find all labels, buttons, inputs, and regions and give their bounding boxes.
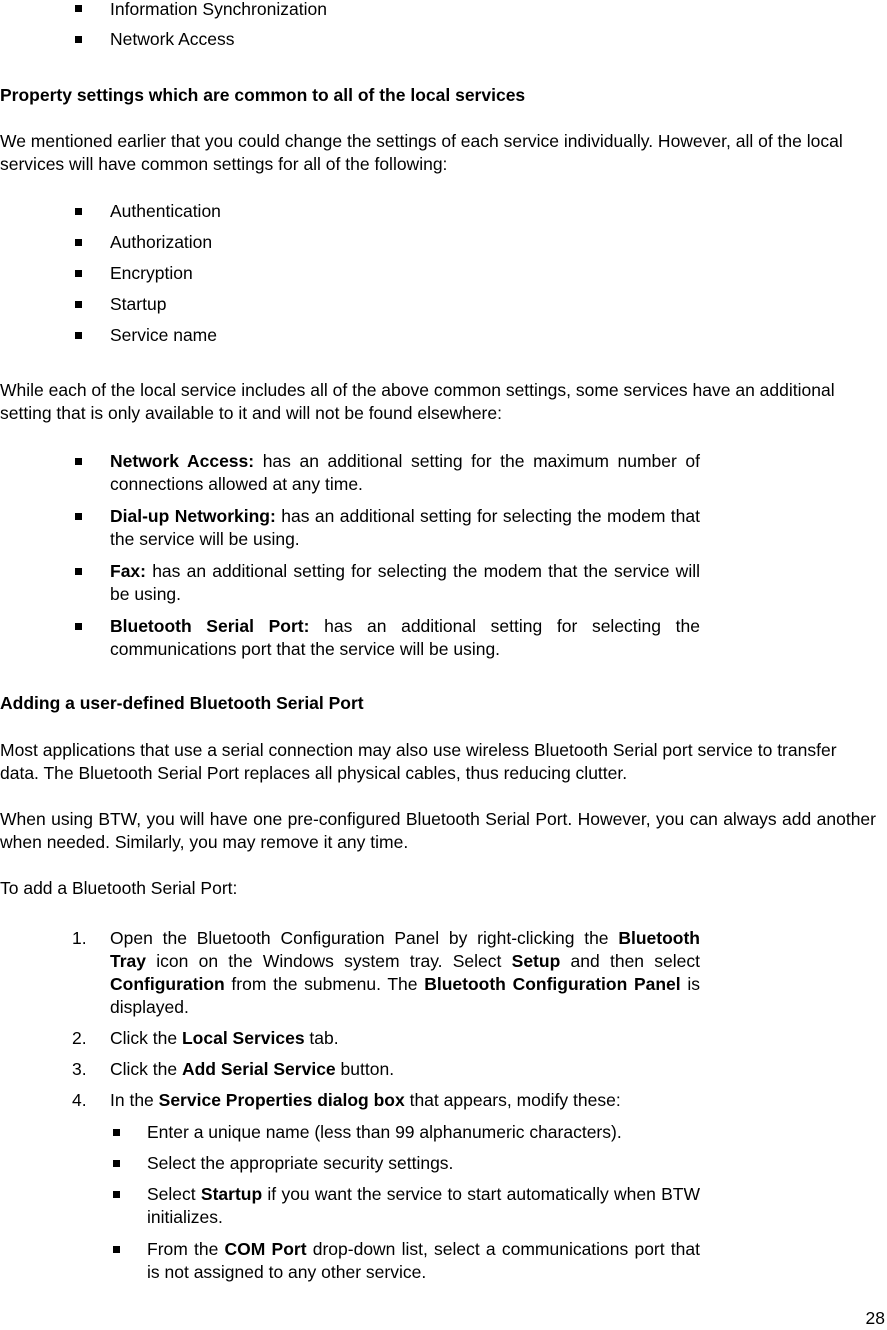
step-bold: Local Services xyxy=(181,1028,305,1048)
sub-text: if you want the service to start automatically when BTW initializes. xyxy=(147,1184,700,1227)
step-text: In the xyxy=(110,1090,159,1110)
item-label: Dial-up Networking: xyxy=(110,506,276,526)
list-item xyxy=(110,450,700,496)
item-label: Fax: xyxy=(110,561,146,581)
bullet-icon xyxy=(75,208,82,215)
sub-text: From the xyxy=(147,1239,225,1259)
bullet-icon xyxy=(113,1246,120,1253)
bullet-icon xyxy=(75,332,82,339)
section-heading: Property settings which are common to all of the local services xyxy=(0,85,526,105)
paragraph: We mentioned earlier that you could change the settings of each service individually. However, all of the local services will have common settings for all of the following: xyxy=(0,131,843,174)
page-number: 28 xyxy=(865,1308,885,1328)
bullet-icon xyxy=(113,1160,120,1167)
sub-list-item xyxy=(147,1183,700,1229)
sub-list-item xyxy=(147,1238,700,1284)
list-item: Network Access xyxy=(110,29,235,49)
bullet-icon xyxy=(75,513,82,520)
step-bold: Setup xyxy=(511,951,561,971)
step-text: from the submenu. The xyxy=(224,974,425,994)
step-text: that appears, modify these: xyxy=(404,1090,621,1110)
list-item xyxy=(110,560,700,606)
step-text: is displayed. xyxy=(110,974,700,1017)
bullet-icon xyxy=(113,1129,120,1136)
list-item xyxy=(110,615,700,661)
bullet-icon xyxy=(75,239,82,246)
step-text: tab. xyxy=(304,1028,339,1048)
list-item xyxy=(110,505,700,551)
item-label: Network Access: xyxy=(110,451,255,471)
list-item: Information Synchronization xyxy=(110,0,327,19)
step-text: Open the Bluetooth Configuration Panel by right-clicking the xyxy=(110,928,619,948)
bullet-icon xyxy=(75,623,82,630)
list-item: Service name xyxy=(110,325,217,345)
paragraph: When using BTW, you will have one pre-configured Bluetooth Serial Port. However, you can always add another when needed. Similarly, you may remove it any time. xyxy=(0,809,876,852)
step-item xyxy=(110,1058,394,1081)
bullet-icon xyxy=(75,5,82,12)
sub-text: Select xyxy=(147,1184,201,1204)
section-heading: Adding a user-defined Bluetooth Serial Port xyxy=(0,693,364,713)
sub-bold: Startup xyxy=(200,1184,263,1204)
sub-text: drop-down list, select a communications port that is not assigned to any other service. xyxy=(147,1239,700,1282)
bullet-icon xyxy=(75,36,82,43)
sub-bold: COM Port xyxy=(224,1239,307,1259)
item-text: has an additional setting for selecting the communications port that the service will be using. xyxy=(110,616,700,659)
step-text: Click the xyxy=(110,1059,182,1079)
bullet-icon xyxy=(75,568,82,575)
step-text: icon on the Windows system tray. Select xyxy=(146,951,512,971)
sub-list-item: Select the appropriate security settings. xyxy=(147,1153,454,1173)
step-number: 2. xyxy=(72,1028,87,1048)
bullet-icon xyxy=(75,270,82,277)
bullet-icon xyxy=(113,1191,120,1198)
list-item: Authentication xyxy=(110,201,221,221)
step-bold: Add Serial Service xyxy=(181,1059,336,1079)
item-text: has an additional setting for selecting the modem that the service will be using. xyxy=(110,506,700,549)
step-bold: Bluetooth Tray xyxy=(110,928,700,971)
list-item: Startup xyxy=(110,294,167,314)
step-number: 4. xyxy=(72,1090,87,1110)
item-label: Bluetooth Serial Port: xyxy=(110,616,310,636)
bullet-icon xyxy=(75,301,82,308)
paragraph: To add a Bluetooth Serial Port: xyxy=(0,878,238,898)
bullet-icon xyxy=(75,458,82,465)
item-text: has an additional setting for the maximum number of connections allowed at any time. xyxy=(110,451,700,494)
step-bold: Configuration xyxy=(110,974,225,994)
step-text: and then select xyxy=(560,951,700,971)
step-number: 1. xyxy=(72,928,87,948)
step-number: 3. xyxy=(72,1059,87,1079)
sub-list-item: Enter a unique name (less than 99 alphanumeric characters). xyxy=(147,1122,622,1142)
item-text: has an additional setting for selecting the modem that the service will be using. xyxy=(110,561,700,604)
step-text: Click the xyxy=(110,1028,182,1048)
paragraph: Most applications that use a serial connection may also use wireless Bluetooth Serial port service to transfer data. The Bluetooth Serial Port replaces all physical cables, thus reducing clutter. xyxy=(0,740,837,783)
list-item: Authorization xyxy=(110,232,213,252)
step-text: button. xyxy=(335,1059,395,1079)
step-item xyxy=(110,927,700,1019)
step-item xyxy=(110,1089,621,1112)
step-bold: Bluetooth Configuration Panel xyxy=(424,974,681,994)
list-item: Encryption xyxy=(110,263,193,283)
step-bold: Service Properties dialog box xyxy=(158,1090,405,1110)
paragraph: While each of the local service includes all of the above common settings, some services have an additional setting that is only available to it and will not be found elsewhere: xyxy=(0,380,835,423)
step-item xyxy=(110,1027,339,1050)
